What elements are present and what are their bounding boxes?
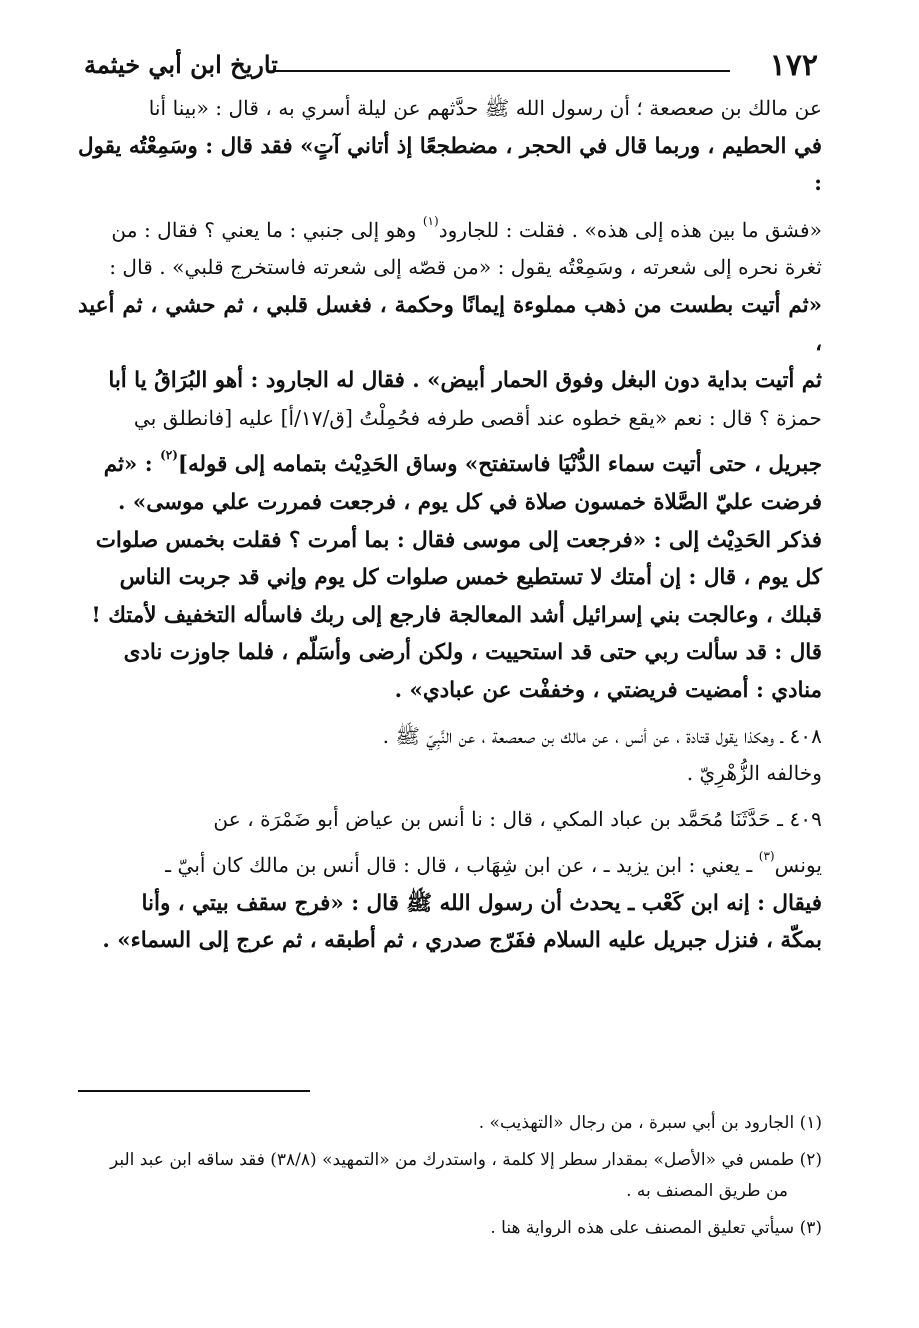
text-line: ثم أتيت بداية دون البغل وفوق الحمار أبيض» . فقال له الجارود : أهو البُرَاقُ يا أبا: [108, 368, 822, 394]
text-line: منادي : أمضيت فريضتي ، وخففْت عن عبادي» .: [394, 677, 822, 703]
text-line: عن مالك بن صعصعة ؛ أن رسول الله ﷺ حدَّثهم عن ليلة أسري به ، قال : «بينا أنا: [148, 96, 822, 120]
footnote-3: (٣) سيأتي تعليق المصنف على هذه الرواية هنا .: [490, 1218, 822, 1238]
book-page: [78, 40, 822, 1238]
text-segment: جبريل ، حتى أتيت سماء الدُّنْيَا فاستفتح» وساق الحَدِيْث بتمامه إلى قوله]: [177, 452, 822, 478]
footnote-ref: (١): [422, 213, 439, 228]
text-line: [78, 437, 822, 484]
footnote-ref: (٣): [758, 849, 775, 864]
footnote-separator: [78, 1090, 310, 1092]
page-header: [78, 40, 822, 90]
hadith-409: ٤٠٩ ـ حَدَّثَنَا مُحَمَّد بن عباد المكي ، قال : نا أنس بن عياض أبو ضَمْرَة ، عن: [213, 806, 822, 831]
text-line: كل يوم ، قال : إن أمتك لا تستطيع خمس صلوات كل يوم وإني قد جربت الناس: [119, 565, 822, 591]
hadith-408: ٤٠٨ ـ وهكذا يقول قتادة ، عن أنس ، عن مالك بن صعصعة ، عن النَّبِيّ ﷺ .: [382, 723, 822, 748]
header-rule: [274, 70, 730, 72]
text-line: قال : قد سألت ربي حتى قد استحييت ، ولكن أرضى وأسَلّم ، فلما جاوزت نادى: [123, 640, 822, 666]
text-line: [78, 203, 822, 250]
text-line: ثغرة نحره إلى شعرته ، وسَمِعْتُه يقول : «من قصّه إلى شعرته فاستخرج قلبي» . قال :: [109, 255, 822, 280]
text-line: بمكّة ، فنزل جبريل عليه السلام ففَرّج صدري ، ثم أطبقه ، ثم عرج إلى السماء» .: [102, 928, 822, 954]
running-title: تاريخ ابن أبي خيثمة: [84, 50, 278, 79]
text-segment: وهو إلى جنبي : ما يعني ؟ فقال : من: [111, 217, 417, 242]
text-line: وخالفه الزُّهْرِيّ .: [686, 761, 822, 786]
text-segment: يونس: [774, 853, 822, 878]
footnote-2: (٢) طمس في «الأصل» بمقدار سطر إلا كلمة ، واستدرك من «التمهيد» (٣٨/٨) فقد ساقه ابن عبد البر: [109, 1150, 822, 1170]
main-text: [78, 90, 822, 960]
text-line: فيقال : إنه ابن كَعْب ـ يحدث أن رسول الله ﷺ قال : «فرج سقف بيتي ، وأنا: [141, 890, 822, 916]
text-line: فذكر الحَدِيْث إلى : «فرجعت إلى موسى فقال : بما أمرت ؟ فقلت بخمس صلوات: [95, 527, 822, 553]
footnote-1: (١) الجارود بن أبي سبرة ، من رجال «التهذيب» .: [478, 1113, 822, 1133]
text-line: في الحطيم ، وربما قال في الحجر ، مضطجعًا إذ أتاني آتٍ» فقد قال : وسَمِعْتُه يقول :: [78, 133, 822, 197]
text-line: قبلك ، وعالجت بني إسرائيل أشد المعالجة فارجع إلى ربك فاسأله التخفيف لأمتك !: [91, 602, 822, 628]
text-line: [78, 838, 822, 885]
text-line: حمزة ؟ قال : نعم «يقع خطوه عند أقصى طرفه فحُمِلْتُ [ق/١٧/أ] عليه [فانطلق بي: [133, 405, 822, 430]
text-segment: «فشق ما بين هذه إلى هذه» . فقلت : للجارود: [438, 217, 822, 242]
text-line: فرضت عليّ الصَّلاة خمسون صلاة في كل يوم ، فرجعت فمررت علي موسى» .: [117, 489, 822, 515]
text-segment: ـ يعني : ابن يزيد ـ ، عن ابن شِهَاب ، قال : قال أنس بن مالك كان أبيّ ـ: [165, 853, 753, 878]
footnote-2-continuation: من طريق المصنف به .: [626, 1181, 788, 1201]
footnotes: [78, 1108, 822, 1250]
text-line: «ثم أتيت بطست من ذهب مملوءة إيمانًا وحكمة ، فغسل قلبي ، ثم حشي ، ثم أعيد ،: [78, 292, 822, 356]
footnote-ref: (٢): [160, 448, 178, 463]
text-segment: : «ثم: [103, 452, 153, 478]
page-number: ١٧٢: [769, 48, 818, 83]
